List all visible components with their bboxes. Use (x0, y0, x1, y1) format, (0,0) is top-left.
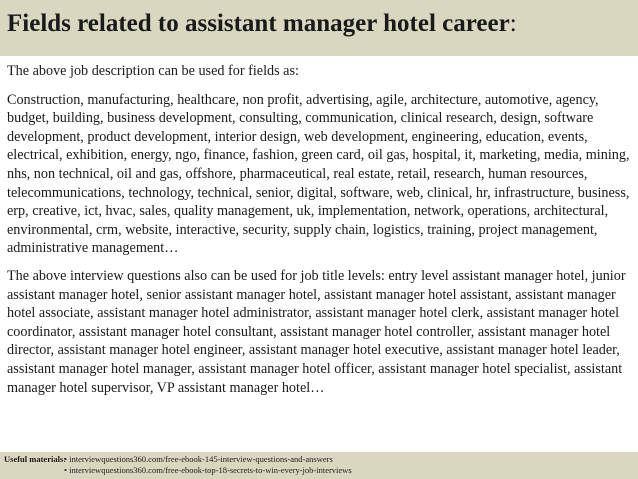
footer-row-2 (4, 465, 638, 476)
slide-title-colon: : (509, 10, 517, 37)
slide-content (7, 62, 635, 397)
footer-link-1[interactable]: • interviewquestions360.com/free-ebook-145-interview-questions-and-answers (64, 454, 333, 464)
footer (0, 452, 638, 479)
title-bar (0, 0, 638, 56)
slide-title-text: Fields related to assistant manager hotel career (7, 10, 510, 37)
footer-label: Useful materials: (4, 454, 67, 464)
levels-list: The above interview questions also can be used for job title levels: entry level assistant manager hotel, junior assistant manager hotel, senior assistant manager hotel, assistant manager hotel assistant, assistant manager hotel associate, assistant manager hotel administrator, assistant manager hotel clerk, assistant manager hotel coordinator, assistant manager hotel consultant, assistant manager hotel controller, assistant manager hotel director, assistant manager hotel engineer, assistant manager hotel executive, assistant manager hotel leader, assistant manager hotel manager, assistant manager hotel officer, assistant manager hotel specialist, assistant manager hotel supervisor, VP assistant manager hotel… (7, 267, 626, 396)
footer-link-2[interactable]: • interviewquestions360.com/free-ebook-top-18-secrets-to-win-every-job-interviews (64, 464, 352, 475)
slide-title (7, 10, 638, 38)
fields-list: Construction, manufacturing, healthcare, non profit, advertising, agile, architecture, automotive, agency, budget, building, business development, consulting, communication, clinical research, design, software development, product development, interior design, web development, engineering, education, events, electrical, exhibition, energy, ngo, finance, fashion, green card, oil gas, hospital, it, marketing, media, mining, nhs, non technical, oil and gas, offshore, pharmaceutical, real estate, retail, research, human resources, telecommunications, technology, technical, senior, digital, software, web, clinical, hr, infrastructure, business, erp, creative, ict, hvac, sales, quality management, uk, implementation, network, operations, architectural, environmental, crm, website, interactive, security, supply chain, logistics, training, project management, administrative management… (7, 91, 630, 257)
footer-row-1 (4, 454, 638, 465)
intro-text: The above job description can be used for fields as: (7, 63, 299, 79)
